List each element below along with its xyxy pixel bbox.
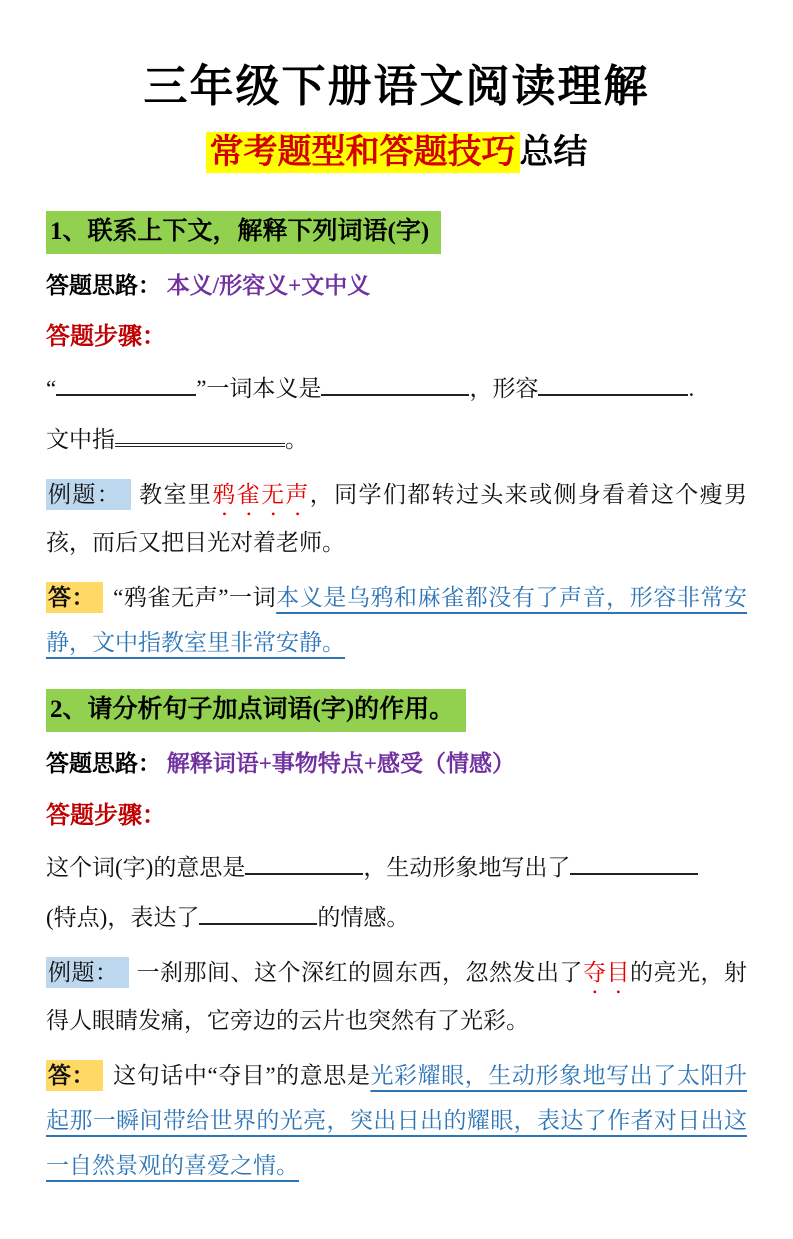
page-title: 三年级下册语文阅读理解 (143, 62, 650, 111)
idea-text: 解释词语+事物特点+感受（情感） (166, 750, 515, 776)
example-keyword: 夺目 (583, 960, 630, 986)
answer-text-black: “鸦雀无声”一词 (113, 584, 277, 610)
template-text: ，生动形象地写出了 (363, 854, 571, 880)
section-2 (46, 675, 747, 1188)
document-page (46, 50, 747, 1189)
page-subtitle (46, 124, 747, 173)
example-label: 例题： (46, 479, 131, 510)
section-1-template-line-1 (46, 367, 747, 412)
idea-label: 答题思路： (46, 750, 161, 776)
section-2-example (46, 951, 747, 1044)
section-1-idea-line (46, 264, 747, 309)
answer-text-black: 这句话中“夺目”的意思是 (113, 1063, 371, 1089)
template-text: 的情感。 (317, 905, 410, 931)
example-text: 教室里 (139, 481, 213, 507)
idea-text: 本义/形容义+文中义 (166, 272, 371, 298)
template-text: ”一词本义是 (196, 376, 322, 402)
section-1 (46, 197, 747, 665)
fill-in-blank (199, 899, 317, 925)
answer-label: 答： (46, 582, 103, 613)
section-2-steps-line (46, 793, 747, 840)
section-1-template-line-2 (46, 418, 747, 463)
fill-in-blank (538, 370, 688, 396)
fill-in-blank (56, 370, 196, 396)
answer-text-blue: 光彩耀眼，生动形象地写出了太阳升起那一瞬间带给世界的光亮，突出日出的耀眼，表达了作者对日出这一自然景观的喜爱之情。 (46, 1063, 748, 1178)
template-text: ，形容 (469, 376, 539, 402)
template-text: 。 (285, 426, 308, 452)
section-2-template-line-1 (46, 846, 747, 891)
idea-label: 答题思路： (46, 272, 161, 298)
subtitle-highlighted-text: 常考题型和答题技巧 (206, 132, 520, 173)
template-text: 这个词(字)的意思是 (46, 854, 246, 880)
fill-in-blank (245, 849, 363, 875)
section-2-answer (46, 1054, 747, 1189)
section-1-example (46, 473, 747, 566)
example-label: 例题： (46, 957, 129, 988)
steps-label: 答题步骤： (46, 324, 166, 351)
fill-in-blank (115, 419, 285, 447)
template-text: 文中指 (46, 426, 115, 452)
example-text: ，同学们都转过头来或侧身看着这个瘦男孩，而后又把目光对着老师。 (46, 481, 748, 555)
steps-label: 答题步骤： (46, 802, 166, 829)
template-text: . (688, 376, 695, 402)
subtitle-suffix: 总结 (519, 134, 588, 171)
section-2-heading: 2、请分析句子加点词语(字)的作用。 (46, 689, 466, 732)
template-text: (特点)，表达了 (46, 905, 200, 931)
answer-label: 答： (46, 1060, 103, 1091)
example-keyword: 鸦雀无声 (212, 481, 310, 507)
example-text: 的亮光，射得人眼睛发痛，它旁边的云片也突然有了光彩。 (46, 960, 747, 1034)
fill-in-blank (321, 370, 469, 396)
section-1-steps-line (46, 314, 747, 361)
template-text: “ (46, 376, 57, 402)
section-2-template-line-2 (46, 896, 747, 941)
section-1-answer (46, 576, 747, 666)
answer-text-blue: 本义是乌鸦和麻雀都没有了声音，形容非常安静，文中指教室里非常安静。 (46, 584, 748, 655)
fill-in-blank (570, 849, 698, 875)
example-text: 一刹那间、这个深红的圆东西，忽然发出了 (136, 960, 583, 986)
section-1-heading: 1、联系上下文，解释下列词语(字) (46, 211, 441, 254)
section-2-idea-line (46, 742, 747, 787)
